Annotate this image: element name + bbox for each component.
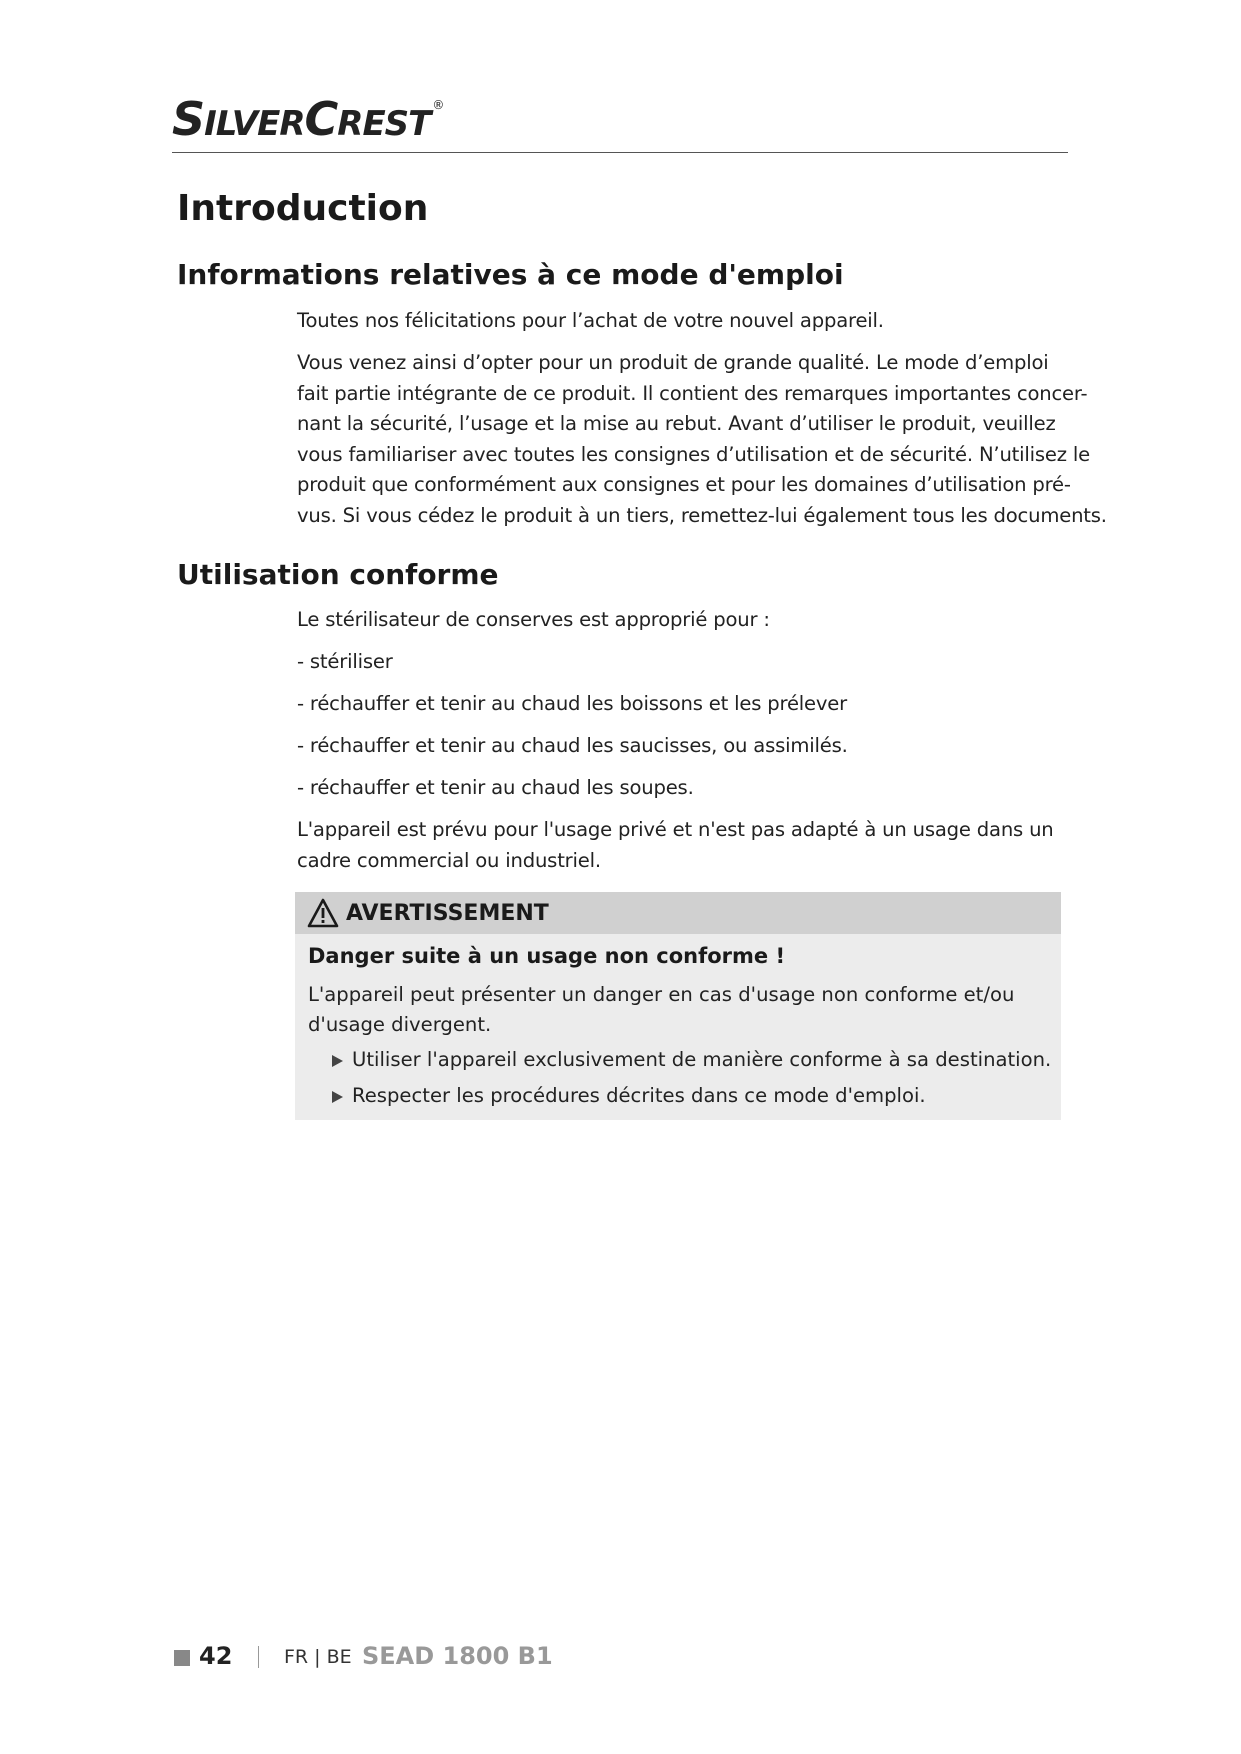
footer-divider: [258, 1646, 259, 1668]
footer-language: FR | BE: [284, 1646, 352, 1668]
list-item: - réchauffer et tenir au chaud les boissons et les prélever: [297, 692, 847, 715]
header-divider: [172, 152, 1068, 153]
section2-intro: Le stérilisateur de conserves est approprié pour :: [297, 608, 770, 631]
brand-logo: SILVERCREST ®: [172, 92, 444, 146]
list-item: - réchauffer et tenir au chaud les soupes.: [297, 776, 694, 799]
list-item: - réchauffer et tenir au chaud les saucisses, ou assimilés.: [297, 734, 848, 757]
warning-text-line: d'usage divergent.: [308, 1013, 492, 1036]
warning-subtitle: Danger suite à un usage non conforme !: [308, 944, 786, 968]
section1-body-line: nant la sécurité, l’usage et la mise au rebut. Avant d’utiliser le produit, veuillez: [297, 412, 1056, 435]
warning-bullet: [332, 1048, 1051, 1071]
warning-header: [295, 892, 1061, 934]
warning-title: AVERTISSEMENT: [346, 901, 549, 926]
warning-triangle-icon: [307, 898, 339, 928]
page-title: Introduction: [177, 188, 429, 229]
page-number: 42: [199, 1642, 233, 1670]
section2-closing: [297, 815, 1077, 876]
warning-bullet: [332, 1084, 926, 1107]
arrow-right-icon: [332, 1091, 343, 1103]
section1-body: [297, 348, 1107, 531]
section-heading-informations: Informations relatives à ce mode d'emploi: [177, 258, 844, 291]
warning-bullet-text: Utiliser l'appareil exclusivement de manière conforme à sa destination.: [352, 1048, 1052, 1071]
arrow-right-icon: [332, 1055, 343, 1067]
section2-closing-line: cadre commercial ou industriel.: [297, 848, 601, 872]
section1-body-line: fait partie intégrante de ce produit. Il contient des remarques importantes concer-: [297, 381, 1088, 405]
section1-body-line: Vous venez ainsi d’opter pour un produit de grande qualité. Le mode d’emploi: [297, 351, 1049, 374]
footer-square-icon: [174, 1650, 190, 1666]
section1-body-line: produit que conformément aux consignes et pour les domaines d’utilisation pré-: [297, 473, 1071, 496]
list-item: - stériliser: [297, 650, 393, 673]
section1-body-line: vus. Si vous cédez le produit à un tiers, remettez-lui également tous les documents.: [297, 503, 1107, 527]
section-heading-utilisation: Utilisation conforme: [177, 558, 499, 591]
section1-intro: Toutes nos félicitations pour l’achat de votre nouvel appareil.: [297, 309, 884, 332]
warning-text-line: L'appareil peut présenter un danger en cas d'usage non conforme et/ou: [308, 983, 1015, 1006]
section2-closing-line: L'appareil est prévu pour l'usage privé et n'est pas adapté à un usage dans un: [297, 818, 1054, 841]
section1-body-line: vous familiariser avec toutes les consignes d’utilisation et de sécurité. N’utilisez le: [297, 442, 1090, 466]
footer-model: SEAD 1800 B1: [362, 1642, 553, 1670]
warning-box: [295, 892, 1061, 1120]
warning-text: [308, 980, 1048, 1040]
warning-bullet-text: Respecter les procédures décrites dans ce mode d'emploi.: [352, 1084, 926, 1107]
